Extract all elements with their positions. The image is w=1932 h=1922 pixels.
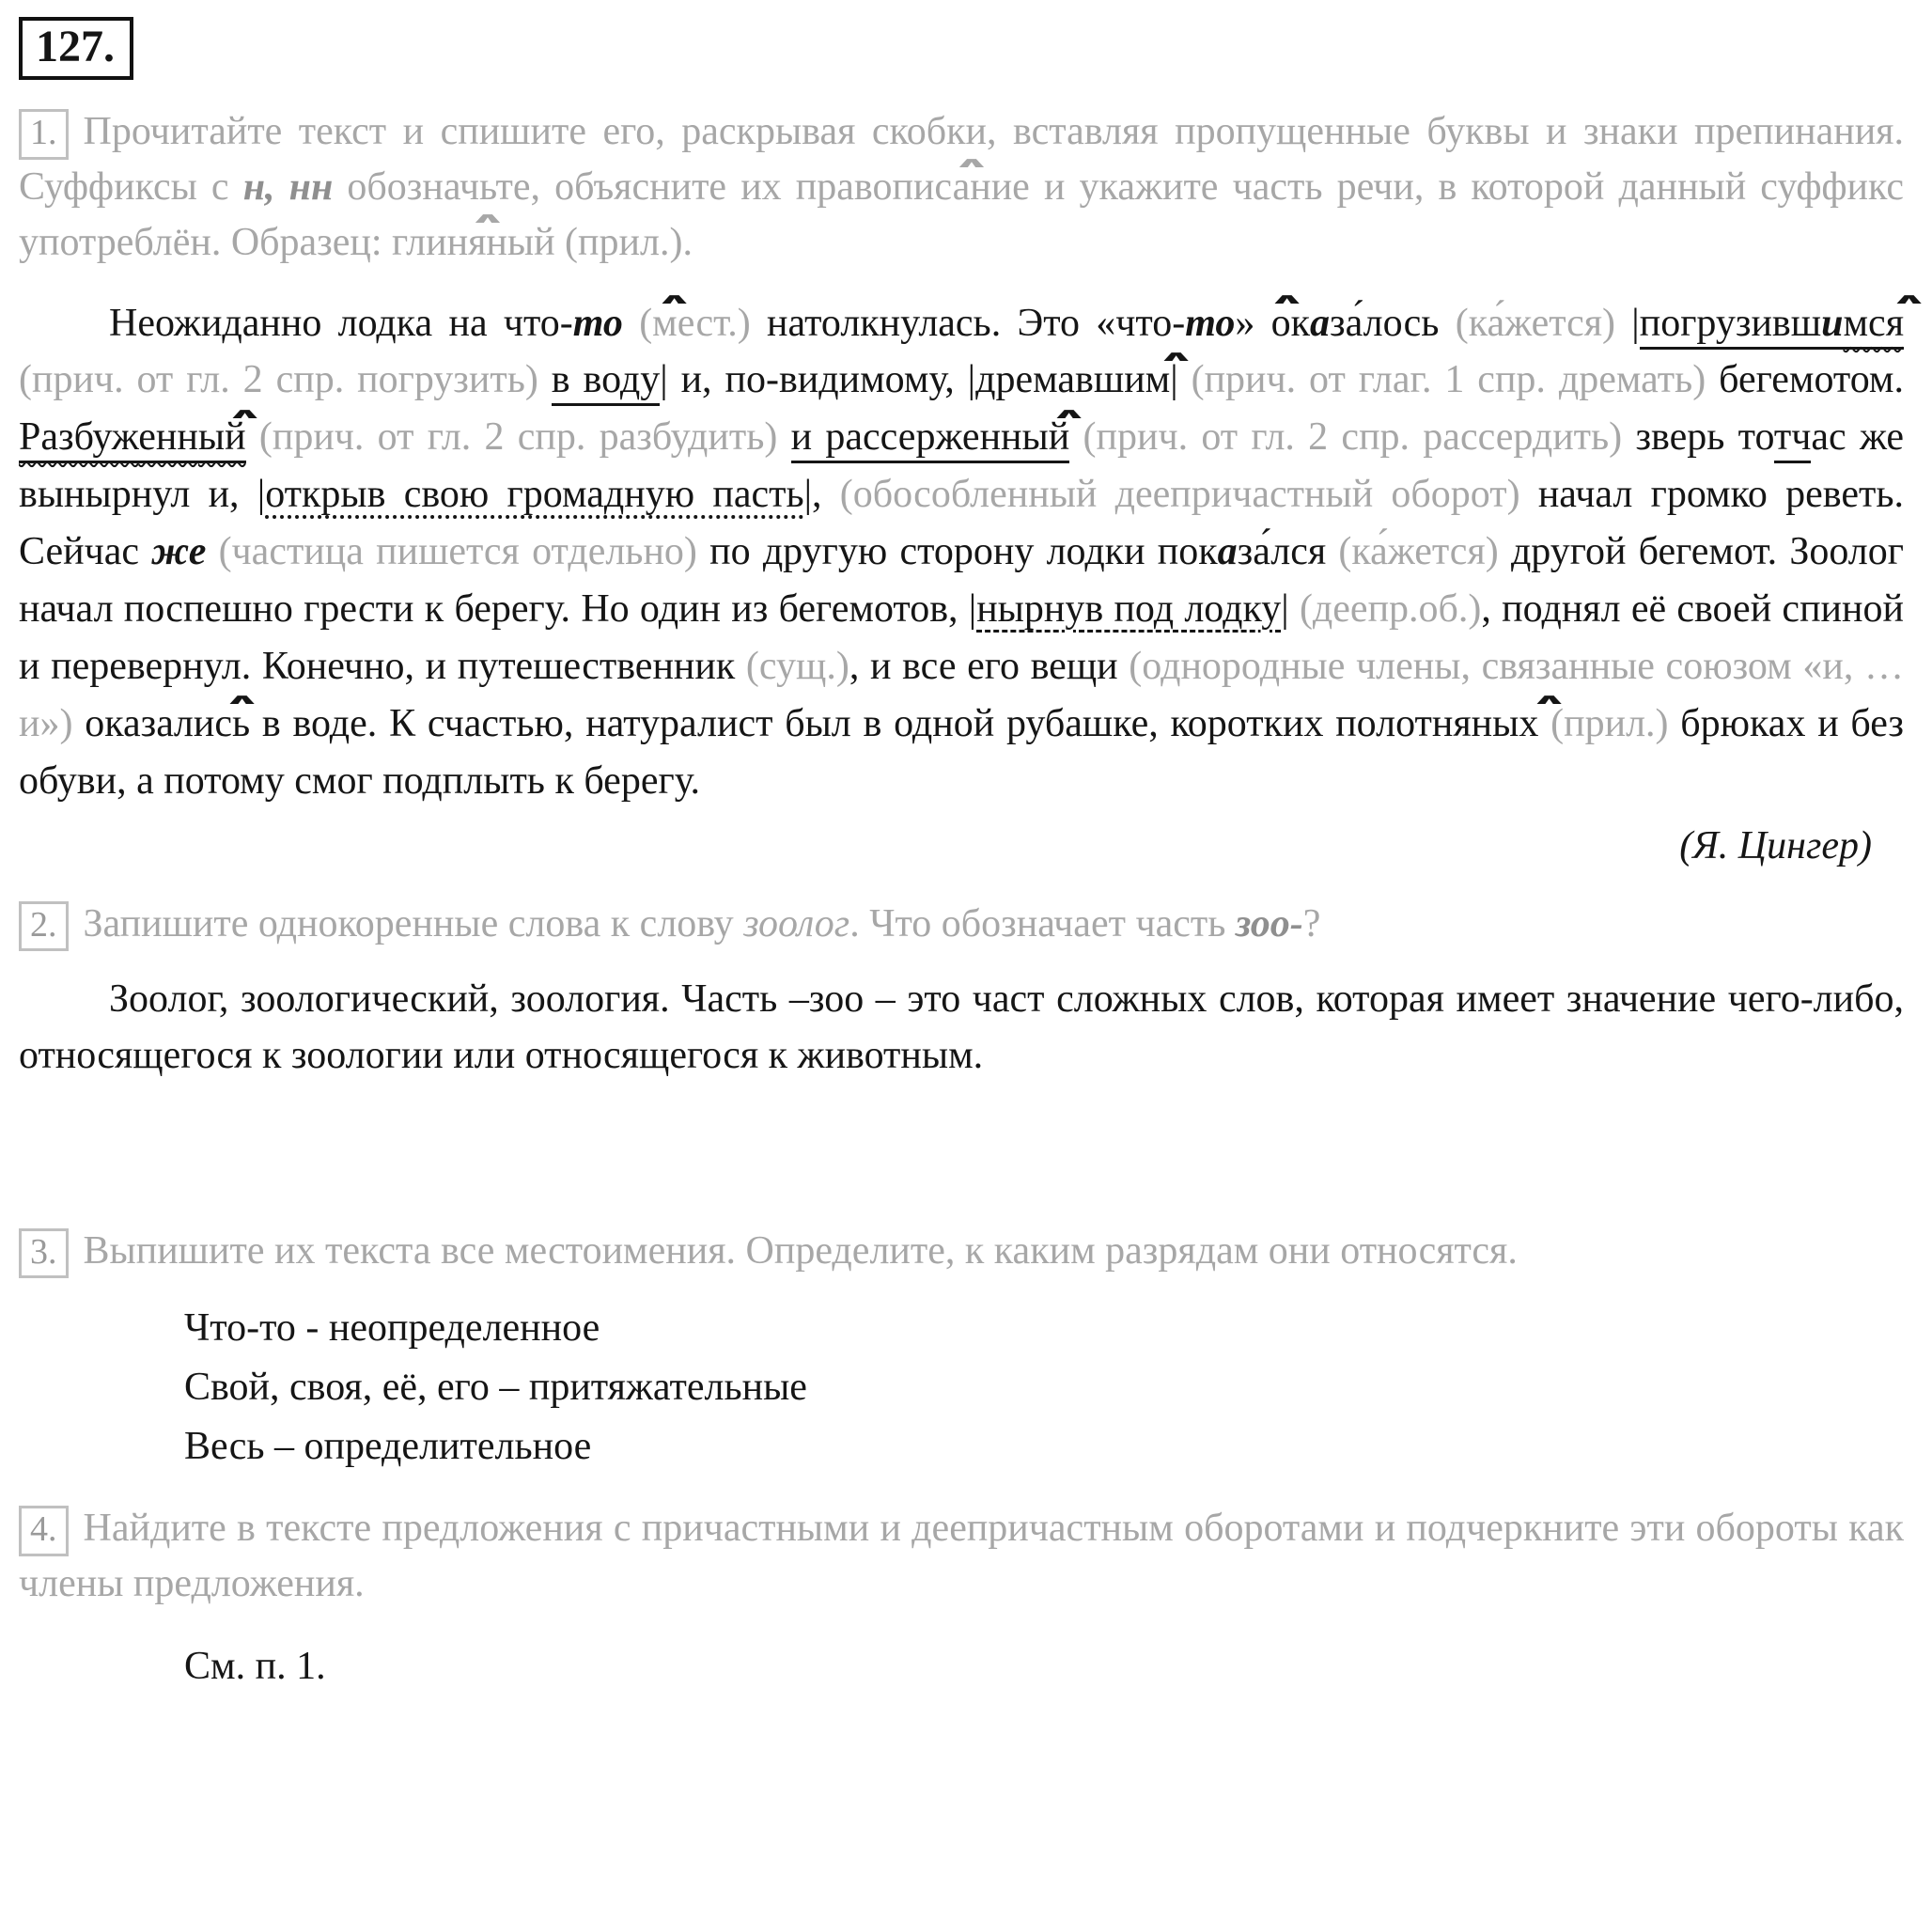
task-4-prompt: [19, 1501, 1904, 1612]
task-3-number-badge: 3.: [19, 1228, 69, 1279]
main-text-paragraph: Неожиданно лодка на что-то ∧ (мест.) натолкнулась. Это «что-то ∧» оказа́лось (ка́жется) |погрузивши ∧мся (прич. от гл. 2 спр. погрузить) в воду| и, по-видимому, |дремавш ∧им| (прич. от глаг. 1 спр. дремать) бегемотом. Разбуженн ∧ый (прич. от гл. 2 спр. разбудить) и рассерженн ∧ый (прич. от гл. 2 спр. рассердить) зверь тотчас же вынырнул и, |открыв свою громадную пасть|, (обособленный деепричастный оборот) начал громко реветь. Сейчас же (частица пишется отдельно) по другую сторону лодки показа́лся (ка́жется) другой бегемот. Зоолог начал поспешно грести к берегу. Но один из бегемотов, |нырнув под лодку| (деепр.об.), поднял её своей спиной и перевернул. Конечно, и путешественник (сущ.), и все его вещи (однородные члены, связанные союзом «и, …и») оказа ∧лись в воде. К счастью, натуралист был в одной рубашке, коротких полотнян ∧ых (прил.) брюках и без обуви, а потому смог подплыть к берегу.: [19, 295, 1904, 810]
task-2-text: Запишите однокоренные слова к слову зоолог. Что обозначает часть зоо-?: [83, 901, 1321, 945]
task-4-number-badge: 4.: [19, 1506, 69, 1556]
task-2-prompt: [19, 897, 1904, 952]
section-spacer: [19, 1160, 1904, 1214]
task-3-answer: Что-то - неопределенное Свой, своя, её, его – притяжательные Весь – определительное: [184, 1306, 807, 1469]
task-1-prompt: [19, 104, 1904, 270]
task-1-text: Прочитайте текст и спишите его, раскрывая скобки, вставляя пропущенные буквы и знаки препинания. Суффиксы с н, нн обозначьте, объясните их правописан ∧ие и укажите часть речи, в которой данный суффикс употреблён. Образец: глинян ∧ый (прил.).: [19, 110, 1904, 264]
task-2-number-badge: 2.: [19, 901, 69, 952]
exercise-number: 127.: [19, 17, 133, 80]
task-3-text: Выпишите их текста все местоимения. Определите, к каким разрядам они относятся.: [83, 1228, 1518, 1273]
task-2-answer: Зоолог, зоологический, зоология. Часть –зоо – это част сложных слов, которая имеет значение чего-либо, относящегося к зоологии или относящегося к животным.: [19, 977, 1904, 1077]
task-4-answer: См. п. 1.: [184, 1644, 326, 1688]
task-4-text: Найдите в тексте предложения с причастными и деепричастным оборотами и подчеркните эти обороты как члены предложения.: [19, 1507, 1904, 1606]
task-3-prompt: [19, 1224, 1904, 1279]
author-attribution: (Я. Цингер): [1679, 823, 1872, 867]
task-1-number-badge: 1.: [19, 109, 69, 160]
